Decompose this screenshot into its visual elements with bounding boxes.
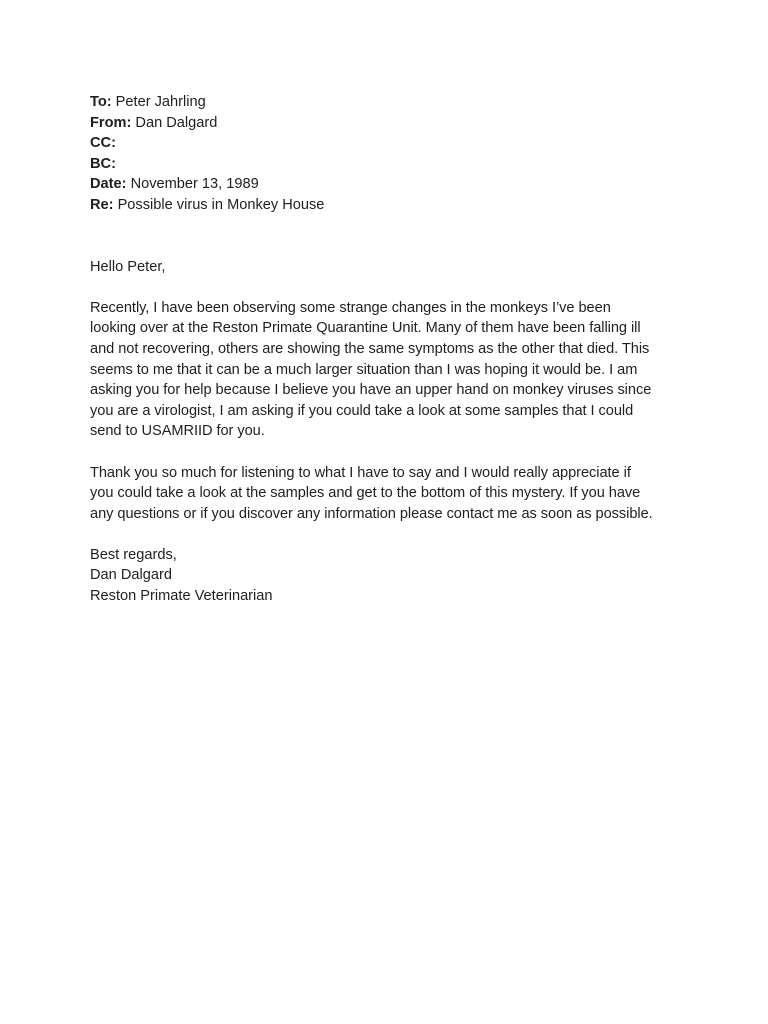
spacer bbox=[90, 442, 700, 463]
memo-cc-line bbox=[90, 133, 700, 154]
date-label: Date: bbox=[90, 176, 127, 193]
memo-from-line bbox=[90, 113, 700, 134]
closing: Best regards, bbox=[90, 546, 177, 563]
signature-name: Dan Dalgard bbox=[90, 567, 172, 584]
body-paragraph-1 bbox=[90, 298, 700, 442]
memo-bc-line bbox=[90, 154, 700, 175]
signature-title: Reston Primate Veterinarian bbox=[90, 588, 273, 605]
spacer bbox=[90, 277, 700, 298]
spacer bbox=[90, 524, 700, 545]
header-spacer bbox=[90, 216, 700, 257]
re-label: Re: bbox=[90, 196, 114, 213]
date-value: November 13, 1989 bbox=[130, 176, 259, 193]
paragraph-line: Recently, I have been observing some strange changes in the monkeys I’ve been bbox=[90, 299, 611, 316]
memo-re-line bbox=[90, 195, 700, 216]
paragraph-line: Thank you so much for listening to what I have to say and I would really appreciate if bbox=[90, 464, 631, 481]
paragraph-line: you could take a look at the samples and get to the bottom of this mystery. If you have bbox=[90, 485, 641, 502]
memo-date-line bbox=[90, 174, 700, 195]
to-label: To: bbox=[90, 94, 112, 110]
paragraph-line: send to USAMRIID for you. bbox=[90, 423, 265, 440]
paragraph-line: and not recovering, others are showing the same symptoms as the other that died. This bbox=[90, 340, 650, 357]
bc-label: BC: bbox=[90, 155, 116, 172]
memo-document bbox=[90, 92, 700, 607]
paragraph-line: looking over at the Reston Primate Quarantine Unit. Many of them have been falling ill bbox=[90, 320, 641, 337]
paragraph-line: seems to me that it can be a much larger situation than I was hoping it would be. I am bbox=[90, 361, 638, 378]
to-value: Peter Jahrling bbox=[115, 94, 206, 110]
from-value: Dan Dalgard bbox=[135, 114, 218, 131]
paragraph-line: you are a virologist, I am asking if you could take a look at some samples that I could bbox=[90, 402, 634, 419]
from-label: From: bbox=[90, 114, 132, 131]
cc-label: CC: bbox=[90, 135, 116, 152]
paragraph-line: any questions or if you discover any information please contact me as soon as possible. bbox=[90, 505, 653, 522]
greeting: Hello Peter, bbox=[90, 258, 166, 275]
memo-to-line bbox=[90, 92, 700, 113]
re-value: Possible virus in Monkey House bbox=[117, 196, 325, 213]
body-paragraph-2 bbox=[90, 463, 700, 525]
paragraph-line: asking you for help because I believe you have an upper hand on monkey viruses since bbox=[90, 382, 652, 399]
